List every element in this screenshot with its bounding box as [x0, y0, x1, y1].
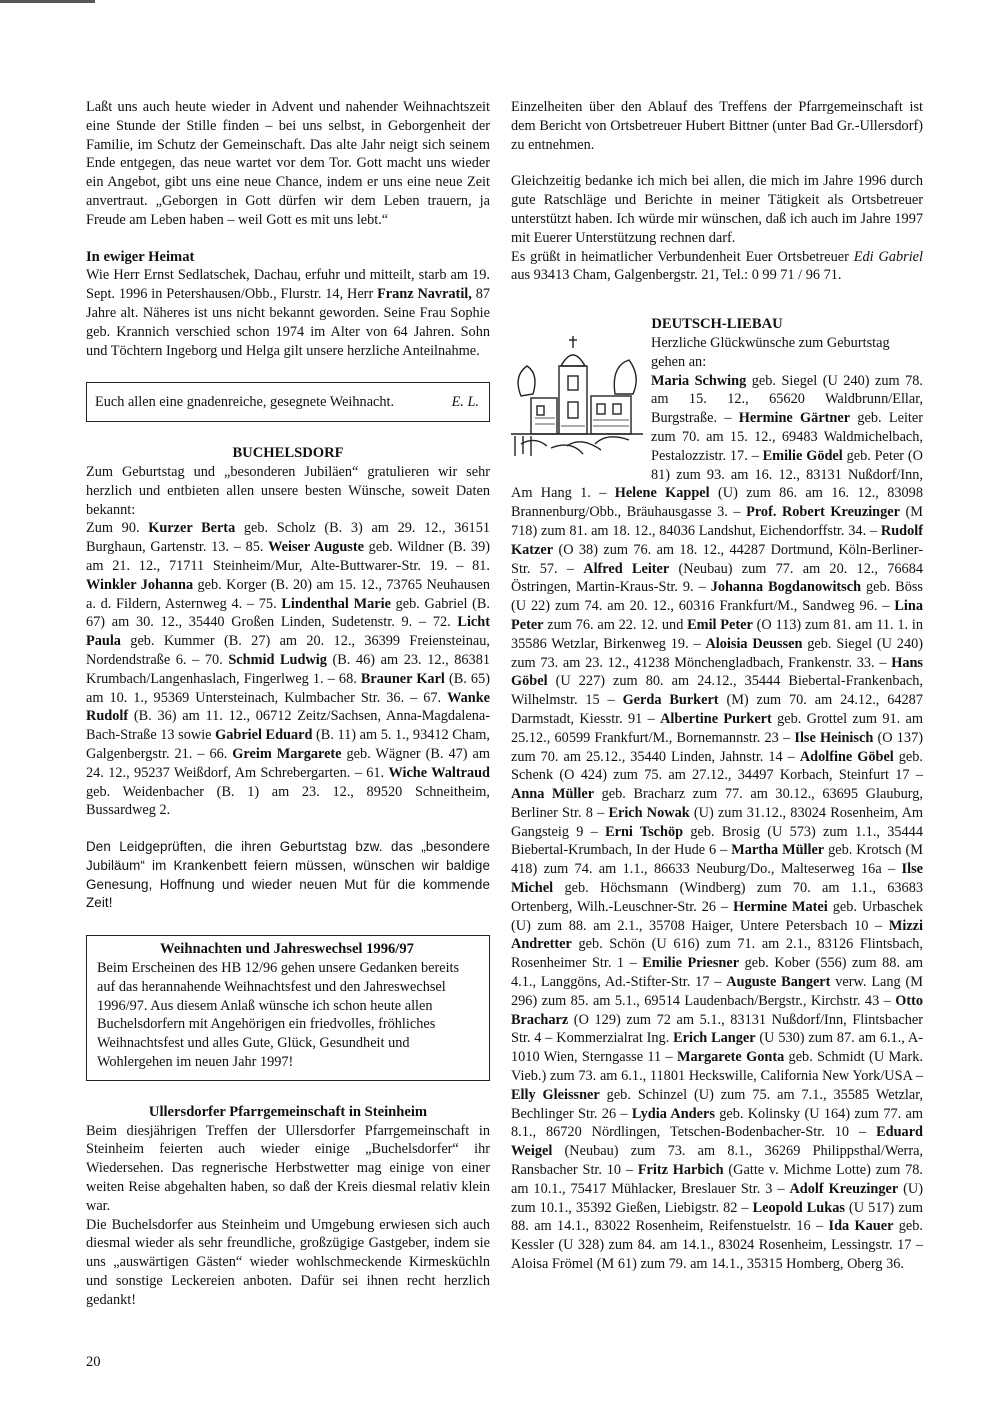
- new-year-box: [86, 935, 490, 1081]
- person-name: Anna Müller: [511, 786, 595, 803]
- person-name: Winkler Johanna: [86, 576, 194, 593]
- entry-text: geb. Kessler (U 328) zum 84. am 14.1., 83024 Rosenheim, Lessingstr. 17 – Aloisa Frömel (M 61) zum 79. am 14.1., 35315 Homberg, Oberg 36.: [511, 1218, 923, 1273]
- entry-text: geb. Peter (O 81) zum 93. am 16. 12., 83131 Nußdorf/Inn, Am Hang 1. –: [511, 447, 923, 502]
- person-name: Prof. Robert Kreuzinger: [746, 504, 900, 521]
- entry-text: verw. Lang (M 296) zum 85. am 5.1., 69514 Laudenbach/Bergstr., Kirchstr. 43 –: [511, 974, 924, 1009]
- heimat-name: Franz Navratil,: [377, 286, 472, 303]
- entry-text: geb. Kummer (B. 27) am 20. 12., 36399 Freiensteinau, Nordendstraße 6. – 70.: [86, 633, 490, 668]
- page-number: 20: [86, 1354, 101, 1370]
- entry-text: (U) zum 10.1., 35392 Gießen, Liebigstr. 82 –: [511, 1180, 924, 1216]
- person-name: Helene Kappel: [614, 485, 710, 502]
- ullersdorf-heading: Ullersdorfer Pfarrgemeinschaft in Steinheim: [148, 1103, 428, 1120]
- entry-text: (U) zum 86. am 16. 12., 83098 Brannenburg/Obb., Bräuhausgasse 3. –: [511, 485, 923, 521]
- person-name: Rudolf Katzer: [511, 522, 923, 558]
- top-rule: [0, 0, 95, 3]
- heimat-paragraph: Wie Herr Ernst Sedlatschek, Dachau, erfuhr und mitteilt, starb am 19. Sept. 1996 in Petershausen/Obb., Flurstr. 14, Herr Franz Navratil, 87 Jahre alt. Näheres ist uns nicht bekannt geworden. Seine Frau Sophie geb. Krannich verschied schon 1974 im Alter von 64 Jahren. Sohn und Töchtern Ingeborg und Helga gilt unsere herzliche Anteilnahme.: [86, 267, 490, 359]
- page: [86, 98, 926, 1378]
- deutsch-liebau-heading: DEUTSCH-LIEBAU: [651, 316, 783, 333]
- deutsch-liebau-intro: Herzliche Glückwünsche zum Geburtstag gehen an:: [651, 334, 890, 370]
- entry-text: geb. Kolinsky (U 164) zum 77. am 8.1., 86720 Nördlingen, Tetschen-Bodenbacher-Str. 10 –: [511, 1105, 923, 1141]
- entry-text: geb. Leiter zum 70. am 15. 12., 69483 Waldmichelbach, Pestalozzistr. 17. –: [651, 410, 923, 464]
- entry-text: (B. 11) am 5. 1., 93412 Cham, Galgenbergstr. 21. – 66.: [86, 727, 490, 762]
- entry-text: (U 517) zum 88. am 14.1., 83022 Rosenheim, Reifenstuelstr. 16 –: [511, 1199, 923, 1235]
- entry-text: geb. Korger (B. 20) am 15. 12., 73765 Neuhausen a. d. Fildern, Asternweg 4. – 75.: [86, 576, 491, 612]
- entry-text: (U 530) zum 87. am 6.1., A-1010 Wien, Sterngasse 11 –: [511, 1030, 923, 1066]
- entry-text: (B. 65) am 10. 1., 95369 Untersteinach, Kulmbacher Str. 36. – 67.: [86, 670, 490, 706]
- person-name: Adolfine Göbel: [799, 748, 894, 765]
- person-name: Hermine Gärtner: [738, 410, 851, 427]
- person-name: Adolf Kreuzinger: [789, 1180, 899, 1197]
- person-name: Ilse Michel: [511, 861, 923, 897]
- person-name: Maria Schwing: [651, 372, 747, 389]
- person-name: Brauner Karl: [360, 670, 445, 687]
- person-name: Otto Bracharz: [511, 992, 923, 1028]
- person-name: Hans Göbel: [511, 654, 923, 690]
- entry-text: geb. Krotsch (M 418) zum 74. am 1.1., 86633 Neuburg/Do., Malteserweg 16a –: [511, 842, 923, 878]
- entry-text: geb. Brosig (U 573) zum 1.1., 35444 Biebertal-Krumbach, In der Hude 6 –: [511, 823, 923, 859]
- person-name: Aloisia Deussen: [705, 635, 803, 652]
- person-name: Ilse Heinisch: [794, 729, 874, 746]
- new-year-heading: Weihnachten und Jahreswechsel 1996/97: [160, 941, 414, 958]
- person-name: Emil Peter: [687, 616, 753, 633]
- dank-paragraph: Gleichzeitig bedanke ich mich bei allen, die mich im Jahre 1996 durch gute Ratschläge und Berichte in meiner Tätigkeit als Ortsbetreuer unterstützt haben. Ich würde mir wünschen, daß ich auch im Jahre 1997 mit Euerer Unterstützung rechnen darf.: [511, 173, 923, 246]
- person-name: Lindenthal Marie: [281, 595, 391, 612]
- person-name: Wanke Rudolf: [86, 689, 490, 725]
- person-name: Weiser Auguste: [268, 539, 364, 556]
- person-name: Licht Paula: [86, 614, 490, 650]
- intro-paragraph: Laßt uns auch heute wieder in Advent und nahender Weihnachtszeit eine Stunde der Stille finden – bei uns selbst, in Geborgenheit der Familie, im Schutz der Gemeinschaft. Das alte Jahr neigt sich seinem Ende entgegen, das neue wartet vor dem Tor. Gott macht uns wieder ein Angebot, gibt uns eine neue Chance, indem er uns eine neue Zeit anvertraut. „Geborgen in Gott dürfen wir dem Leben trauern, ja Freude am Leben haben – weil Gott es mit uns lebt.“: [86, 99, 490, 228]
- entry-text: (U) zum 31.12., 83024 Rosenheim, Am Gangsteig 9 –: [511, 804, 924, 840]
- gruss-paragraph: Es grüßt in heimatlicher Verbundenheit Euer Ortsbetreuer Edi Gabriel aus 93413 Cham, Galgenbergstr. 21, Tel.: 0 99 71 / 96 71.: [511, 248, 923, 284]
- gruss-name: Edi Gabriel: [853, 248, 923, 265]
- entry-text: geb. Bracharz zum 77. am 30.12., 63695 Glauburg, Berliner Str. 8 –: [511, 786, 923, 821]
- person-name: Alfred Leiter: [583, 560, 670, 577]
- buchelsdorf-intro: Zum Geburtstag und „besonderen Jubiläen“ gratulieren wir sehr herzlich und entbieten allen unsere besten Wünsche, soweit Daten bekannt:: [86, 463, 490, 518]
- ullersdorf-paragraph-2: Die Buchelsdorfer aus Steinheim und Umgebung erwiesen sich auch diesmal wieder als sehr freundliche, großzügige Gastgeber, indem sie uns „auswärtigen Gästen“ wieder wohlschmeckende Kirmesküchln und sonstige Leckereien anboten. Dafür sei ihnen recht herzlich gedankt!: [86, 1216, 490, 1308]
- right-column: [511, 98, 923, 1274]
- deutsch-liebau-section: [511, 334, 923, 1274]
- entry-text: (O 137) zum 70. am 25.12., 35440 Linden, Jahnstr. 14 –: [511, 729, 923, 765]
- entry-text: (O 113) zum 81. am 11. 1. in 35586 Wetzlar, Birkenweg 19. –: [511, 616, 923, 652]
- entry-text: (B. 46) am 23. 12., 86381 Krumbach/Langenhaslach, Fingerlweg 1. – 68.: [86, 651, 490, 687]
- person-name: Albertine Purkert: [660, 710, 772, 727]
- person-name: Auguste Bangert: [726, 974, 831, 991]
- entry-text: zum 76. am 22. 12. und: [543, 616, 688, 633]
- entry-text: (O 38) zum 76. am 18. 12., 44287 Dortmund, Köln-Berliner-Str. 57. –: [511, 541, 923, 577]
- christmas-wish-box: [86, 382, 490, 422]
- person-name: Erich Nowak: [608, 804, 690, 821]
- entry-text: Zum 90.: [86, 520, 149, 537]
- treffen-paragraph: Einzelheiten über den Ablauf des Treffens der Pfarrgemeinschaft ist dem Bericht von Ortsbetreuer Hubert Bittner (unter Bad Gr.-Ullersdorf) zu entnehmen.: [511, 99, 923, 153]
- entry-text: geb. Böss (U 22) zum 74. am 20. 12., 60316 Frankfurt/M., Sandweg 96. –: [511, 579, 923, 615]
- entry-text: (U 227) zum 80. am 24.12., 35444 Biebertal-Frankenbach, Wilhelmstr. 15 –: [511, 673, 923, 709]
- entry-text: geb. Kober (556) zum 88. am 4.1., Langgöns, Ad.-Stifter-Str. 17 –: [511, 955, 924, 991]
- entry-text: geb. Weidenbacher (B. 1) am 23. 12., 89520 Schneitheim, Bussardweg 2.: [86, 783, 490, 819]
- person-name: Emilie Priesner: [642, 955, 740, 972]
- person-name: Gerda Burkert: [622, 692, 719, 709]
- person-name: Lydia Anders: [631, 1105, 715, 1122]
- person-name: Margarete Gonta: [676, 1049, 785, 1066]
- left-column: [86, 98, 490, 1310]
- entry-text: geb. Siegel (U 240) zum 73. am 23. 12., 41238 Mönchengladbach, Frankenstr. 33. –: [511, 635, 924, 671]
- entry-text: geb. Schön (U 616) zum 71. am 2.1., 83126 Flintsbach, Rosenheimer Str. 1 –: [511, 936, 923, 972]
- person-name: Greim Margarete: [232, 745, 342, 762]
- entry-text: geb. Urbaschek (U) zum 88. am 2.1., 35708 Haiger, Untere Petersbach 10 –: [511, 898, 924, 934]
- person-name: Johanna Bogdanowitsch: [710, 579, 862, 596]
- person-name: Eduard Weigel: [511, 1124, 923, 1160]
- ullersdorf-paragraph-1: Beim diesjährigen Treffen der Ullersdorfer Pfarrgemeinschaft in Steinheim feierten auch wieder einige „Buchelsdorfer“ ihr Wiedersehen. Das regnerische Herbstwetter mag einige von einer weiten Reise abgehalten haben, so daß der Kreis diesmal relativ klein war.: [86, 1122, 490, 1214]
- new-year-text: Beim Erscheinen des HB 12/96 gehen unsere Gedanken bereits auf das herannahende Weihnachtsfest und den Jahreswechsel 1996/97. Aus diesem Anlaß wünsche ich schon heute allen Buchelsdorfern mit Angehörigen ein friedvolles, fröhliches Weihnachtsfest und alles Gute, Glück, Gesundheit und Wohlergehen im neuen Jahr 1997!: [97, 960, 460, 1071]
- entry-text: geb. Schenk (O 424) zum 75. am 27.12., 34497 Korbach, Steinfurt 17 –: [511, 748, 923, 784]
- person-name: Emilie Gödel: [762, 447, 843, 464]
- heimat-heading: In ewiger Heimat: [86, 248, 195, 265]
- buchelsdorf-birthday-list: [86, 519, 490, 820]
- person-name: Martha Müller: [731, 842, 825, 859]
- entry-text: geb. Schinzel (U) zum 75. am 7.1., 35585 Wetzlar, Bechlinger Str. 26 –: [511, 1086, 923, 1122]
- person-name: Gabriel Eduard: [215, 727, 313, 744]
- entry-text: (O 129) zum 72 am 5.1., 83131 Nußdorf/Inn, Flintsbacher Str. 4 – Kommerzialrat Ing.: [511, 1011, 923, 1047]
- entry-text: (B. 36) am 11. 12., 06712 Zeitz/Sachsen, Anna-Magdalena-Bach-Straße 13 sowie: [86, 708, 490, 744]
- buchelsdorf-heading: BUCHELSDORF: [232, 445, 344, 462]
- person-name: Wiche Waltraud: [388, 764, 490, 781]
- entry-text: (M 718) zum 81. am 18. 12., 84036 Landshut, Eichendorffstr. 34. –: [511, 504, 923, 539]
- entry-text: geb. Höchsmann (Windberg) zum 70. am 1.1., 63683 Ortenberg, Wilh.-Leuschner-Str. 26 –: [511, 880, 923, 915]
- leidgeprueft-paragraph: Den Leidgeprüften, die ihren Geburtstag bzw. das „besondere Jubiläum“ im Krankenbett feiern müssen, wünschen wir baldige Genesung, Hoffnung und wieder neuen Mut für die kommende Zeit!: [86, 839, 490, 911]
- christmas-wish-signature: E. L.: [451, 394, 479, 411]
- person-name: Elly Gleissner: [511, 1086, 600, 1103]
- entry-text: geb. Wägner (B. 47) am 24. 12., 95237 Weißdorf, Am Schrebergarten. – 61.: [86, 745, 490, 781]
- entry-text: geb. Wildner (B. 39) am 21. 12., 71711 Steinheim/Mur, Alte-Buttwarer-Str. 19. – 81.: [86, 539, 490, 574]
- entry-text: geb. Schmidt (U Mark. Vieb.) zum 73. am 6.1., 11801 Heckswille, California New York/USA –: [511, 1049, 924, 1085]
- entry-text: geb. Scholz (B. 3) am 29. 12., 36151 Burghaun, Gartenstr. 13. – 85.: [86, 520, 490, 556]
- person-name: Hermine Matei: [733, 898, 828, 915]
- person-name: Kurzer Berta: [148, 520, 236, 537]
- entry-text: (M) zum 70. am 24.12., 64287 Darmstadt, Kiesstr. 91 –: [511, 692, 923, 727]
- entry-text: geb. Grottel zum 91. am 25.12., 60599 Frankfurt/M., Bornemannstr. 23 –: [511, 710, 923, 746]
- entry-text: (Gatte v. Michme Lotte) zum 78. am 10.1., 75417 Mühlacker, Breslauer Str. 3 –: [511, 1162, 923, 1197]
- deutsch-liebau-birthday-list: [511, 372, 923, 1274]
- entry-text: (Neubau) zum 73. am 8.1., 36269 Philippsthal/Werra, Ransbacher Str. 10 –: [511, 1143, 923, 1179]
- person-name: Fritz Harbich: [637, 1162, 724, 1179]
- person-name: Lina Peter: [511, 598, 923, 633]
- person-name: Erich Langer: [673, 1030, 756, 1047]
- person-name: Mizzi Andretter: [511, 917, 923, 953]
- person-name: Erni Tschöp: [605, 823, 684, 840]
- entry-text: (Neubau) zum 77. am 20. 12., 76684 Östringen, Martin-Kraus-Str. 9. –: [511, 560, 923, 596]
- person-name: Leopold Lukas: [752, 1199, 845, 1216]
- entry-text: geb. Gabriel (B. 67) am 30. 12., 35440 Großen Linden, Sudetenstr. 9. – 72.: [86, 595, 490, 631]
- church-illustration-icon: [511, 336, 643, 468]
- person-name: Ida Kauer: [828, 1218, 894, 1235]
- entry-text: geb. Siegel (U 240) zum 78. am 15. 12., 65620 Waldbrunn/Ellar, Burgstraße. –: [651, 372, 923, 427]
- person-name: Schmid Ludwig: [228, 651, 327, 668]
- christmas-wish-text: Euch allen eine gnadenreiche, gesegnete Weihnacht.: [95, 394, 395, 411]
